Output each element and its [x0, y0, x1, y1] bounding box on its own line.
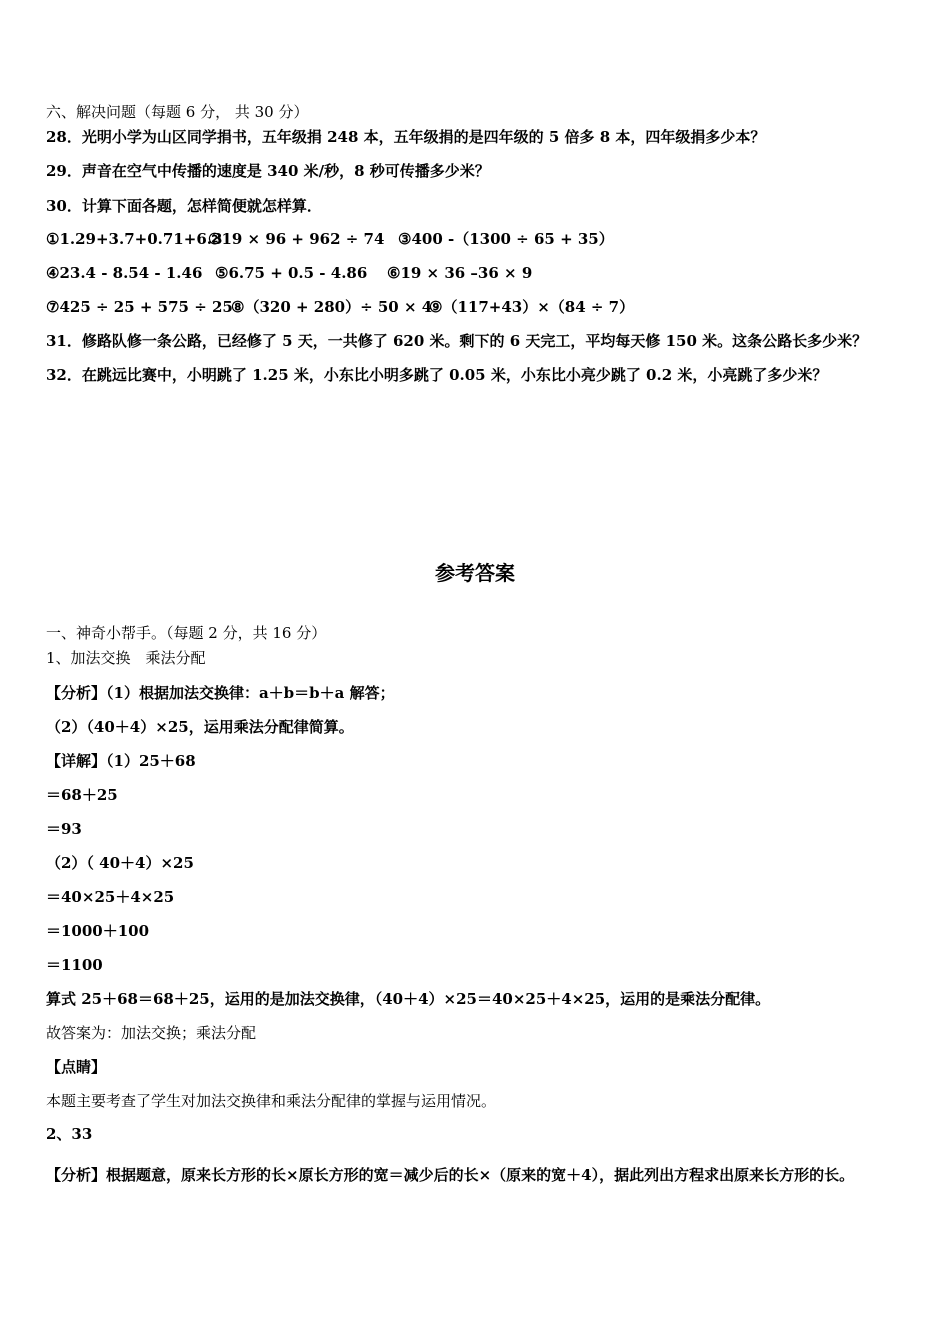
question-32: 32．在跳远比赛中，小明跳了 1.25 米，小东比小明多跳了 0.05 米，小东比小亮少跳了 0.2 米，小亮跳了多少米？ [46, 366, 828, 384]
answer-1-comment: 本题主要考查了学生对加法交换律和乘法分配律的掌握与运用情况。 [46, 1092, 497, 1110]
answers-section1-heading: 一、神奇小帮手。（每题 2 分，共 16 分） [46, 624, 327, 642]
answer-1-detail-6: ＝1000＋100 [46, 922, 150, 940]
answer-1: 1、加法交换 乘法分配 [46, 649, 206, 667]
answer-1-analysis-1: 【分析】（1）根据加法交换律：a＋b＝b＋a 解答； [46, 684, 395, 702]
answer-1-analysis-2: （2）（40＋4）×25，运用乘法分配律简算。 [46, 718, 354, 736]
q30-row-3 [46, 297, 634, 317]
q30-item-5: ⑤6.75 + 0.5 - 4.86 [215, 264, 368, 282]
question-31: 31．修路队修一条公路，已经修了 5 天，一共修了 620 米。剩下的 6 天完工，平均每天修 150 米。这条公路长多少米？ [46, 332, 868, 350]
answer-1-detail-4: （2）（ 40＋4）×25 [46, 854, 194, 872]
q30-row-2 [46, 263, 532, 283]
answer-2-analysis: 【分析】根据题意，原来长方形的长×原长方形的宽＝减少后的长×（原来的宽＋4），据此列出方程求出原来长方形的长。 [46, 1166, 855, 1184]
q30-row-1 [46, 229, 614, 249]
answer-1-final: 故答案为：加法交换；乘法分配 [46, 1024, 257, 1042]
answer-1-detail-2: ＝68＋25 [46, 786, 118, 804]
q30-item-9: ⑨（117+43）×（84 ÷ 7） [429, 298, 635, 316]
q30-item-2: ②19 × 96 + 962 ÷ 74 [208, 230, 385, 248]
q30-item-1: ①1.29+3.7+0.71+6.3 [46, 230, 223, 248]
q30-item-3: ③400 -（1300 ÷ 65 + 35） [398, 230, 614, 248]
question-30: 30．计算下面各题，怎样简便就怎样算． [46, 197, 322, 215]
question-29: 29．声音在空气中传播的速度是 340 米/秒，8 秒可传播多少米？ [46, 162, 490, 180]
answer-1-detail-5: ＝40×25＋4×25 [46, 888, 175, 906]
q30-item-4: ④23.4 - 8.54 - 1.46 [46, 264, 203, 282]
q30-item-7: ⑦425 ÷ 25 + 575 ÷ 25 [46, 298, 233, 316]
answer-1-summary: 算式 25＋68＝68＋25，运用的是加法交换律，（40＋4）×25＝40×25＋4×25，运用的是乘法分配律。 [46, 990, 771, 1008]
answer-1-detail-7: ＝1100 [46, 956, 103, 974]
section6-heading: 六、解决问题（每题 6 分， 共 30 分） [46, 103, 309, 121]
answer-1-detail-1: 【详解】（1）25＋68 [46, 752, 196, 770]
answers-title: 参考答案 [435, 561, 515, 585]
q30-item-8: ⑧（320 + 280）÷ 50 × 4 [231, 298, 433, 316]
answer-2: 2、33 [46, 1125, 93, 1143]
answer-1-detail-3: ＝93 [46, 820, 82, 838]
question-28: 28．光明小学为山区同学捐书，五年级捐 248 本，五年级捐的是四年级的 5 倍多 8 本，四年级捐多少本？ [46, 128, 766, 146]
q30-item-6: ⑥19 × 36 –36 × 9 [387, 264, 533, 282]
answer-1-comment-label: 【点睛】 [46, 1058, 107, 1076]
